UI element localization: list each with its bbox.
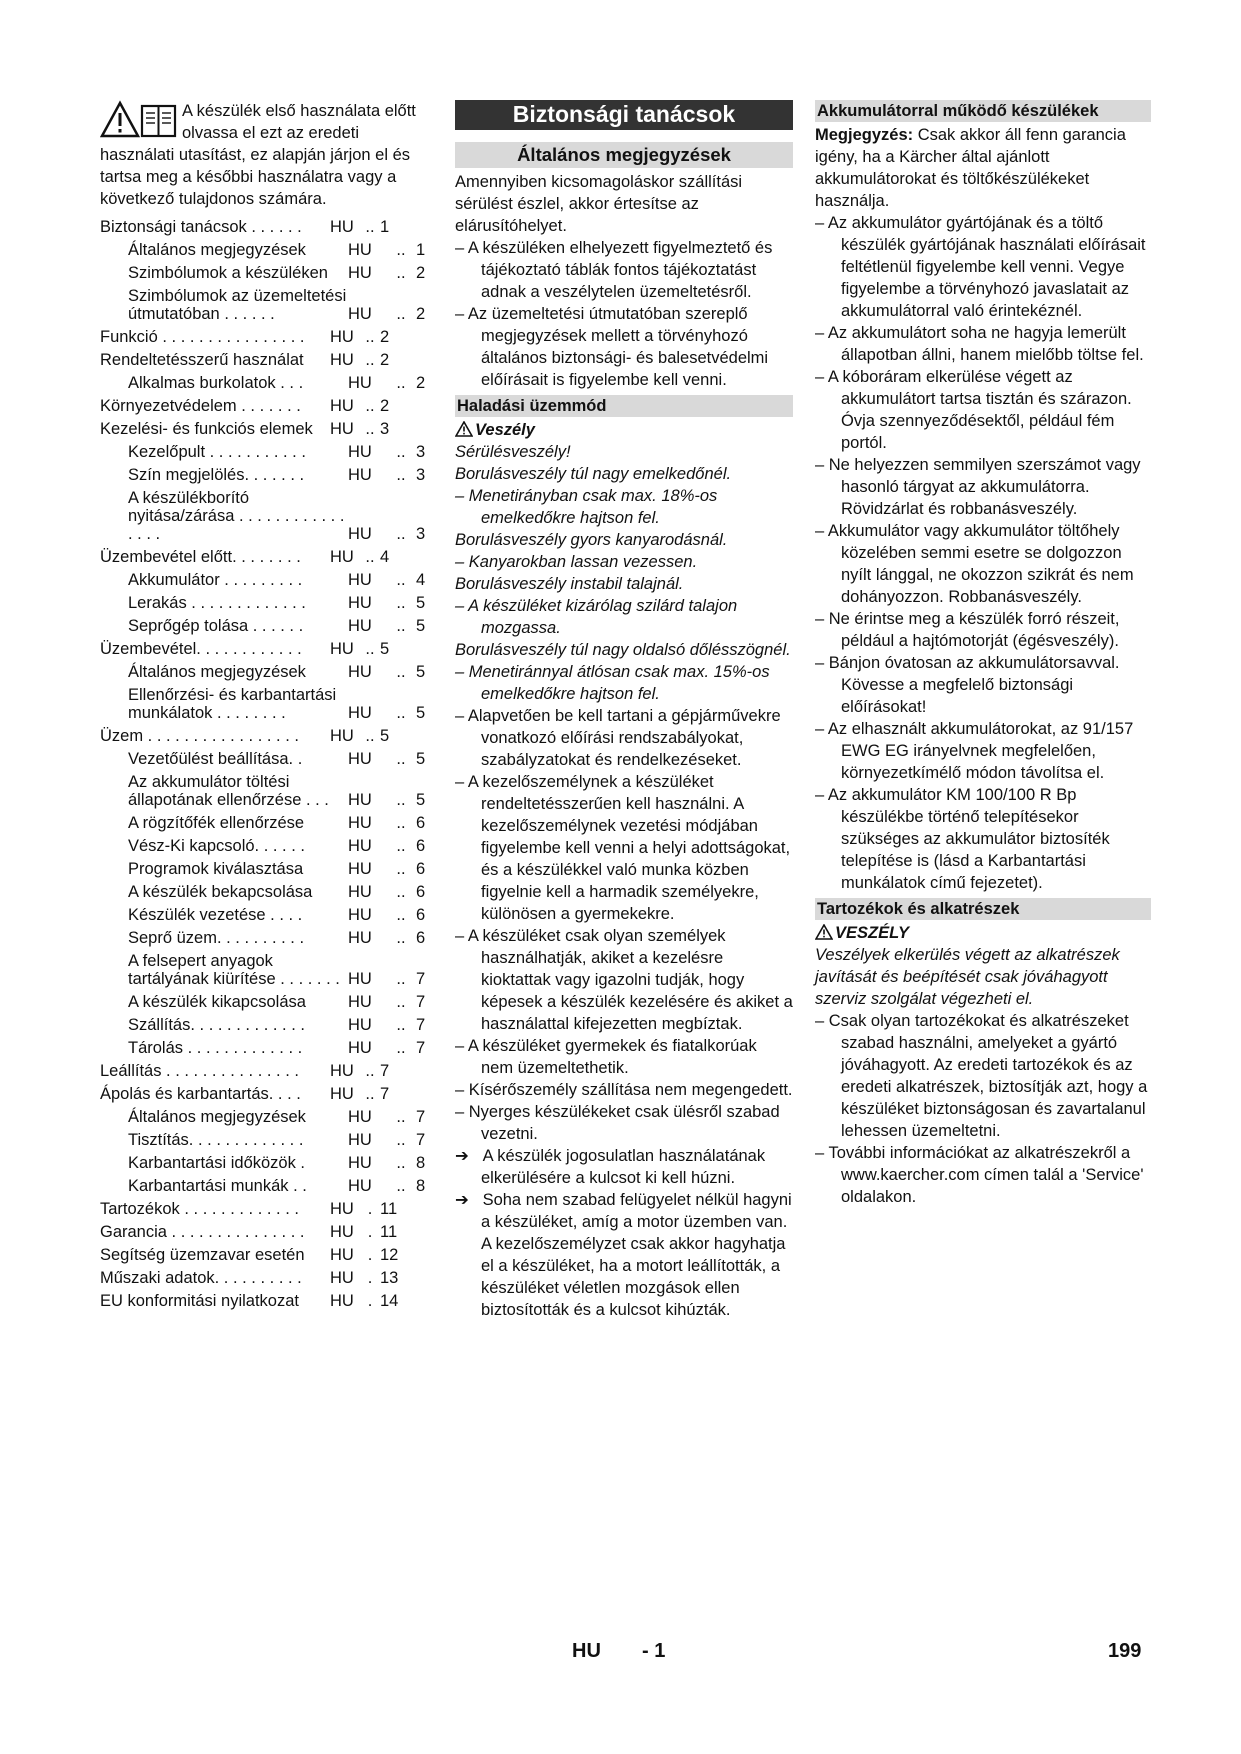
toc-title: Szimbólumok a készüléken <box>128 264 328 282</box>
toc-dots: .. <box>396 704 406 722</box>
toc-dots: .. <box>396 374 406 392</box>
toc-title: Szín megjelölés. . . . . . . <box>128 466 305 484</box>
toc-page: 7 <box>416 1016 426 1034</box>
toc-title: Programok kiválasztása <box>128 860 304 878</box>
list-item: – A kóboráram elkerülése végett az akkumulátort tartsa tisztán és szárazon. Óvja szennyeződésektől, például fém portól. <box>815 368 1132 452</box>
toc-entry <box>100 640 430 658</box>
toc-dots: .. <box>396 466 406 484</box>
arrow-item: ➔ A készülék jogosulatlan használatának elkerülésére a kulcsot ki kell húzni. <box>455 1147 766 1187</box>
toc-page: 6 <box>416 906 426 924</box>
toc-entry <box>100 1062 430 1080</box>
toc-page: 5 <box>416 750 426 768</box>
toc-page: 2 <box>380 397 390 415</box>
toc-entry <box>100 241 430 259</box>
book-icon <box>142 106 175 136</box>
toc-dots: . <box>367 1269 373 1287</box>
toc-lang: HU <box>348 1177 372 1195</box>
toc-lang: HU <box>348 814 372 832</box>
toc-page: 2 <box>380 328 390 346</box>
toc-page: 6 <box>416 929 426 947</box>
toc-dots: .. <box>396 1039 406 1057</box>
toc-page: 4 <box>416 571 426 589</box>
toc-dots: .. <box>396 571 406 589</box>
toc-dots: .. <box>365 351 375 369</box>
toc-page: 5 <box>380 640 390 658</box>
toc-page: 5 <box>416 704 426 722</box>
toc-lang: HU <box>330 548 354 566</box>
toc-lang: HU <box>348 617 372 635</box>
list-item: – Bánjon óvatosan az akkumulátorsavval. Kövesse a megfelelő biztonsági előírásokat! <box>815 654 1120 716</box>
toc-dots: .. <box>365 640 375 658</box>
toc-entry <box>100 906 430 924</box>
toc-entry <box>100 264 430 282</box>
toc-dots: . <box>367 1223 373 1241</box>
toc-page: 5 <box>416 791 426 809</box>
toc-page: 11 <box>380 1200 398 1218</box>
page-number: 199 <box>1108 1640 1142 1662</box>
toc-title: Tartozékok . . . . . . . . . . . . . <box>100 1200 299 1218</box>
warning-text: – Menetirányban csak max. 18%-os emelkedőkre hajtson fel. <box>455 487 718 527</box>
toc-lang: HU <box>330 420 354 438</box>
toc-entry <box>100 814 430 832</box>
toc-title: Akkumulátor . . . . . . . . . <box>128 571 303 589</box>
toc-entry <box>100 328 430 346</box>
toc-lang: HU <box>348 466 372 484</box>
toc-title: Leállítás . . . . . . . . . . . . . . . <box>100 1062 299 1080</box>
intro-text: A készülék első használata előtt olvassa el ezt az eredeti használati utasítást, ez alapján járjon el és tartsa meg a későbbi használatra vagy a következő tulajdonos számára. <box>100 102 416 208</box>
toc-title: Szállítás. . . . . . . . . . . . . <box>128 1016 305 1034</box>
list-item: – Ne érintse meg a készülék forró részeit, például a hajtómotorját (égésveszély). <box>815 610 1120 650</box>
list-item: – A készüléket gyermekek és fiatalkorúak nem üzemeltethetik. <box>455 1037 757 1077</box>
toc-entry <box>100 883 430 901</box>
toc-lang: HU <box>348 1131 372 1149</box>
toc-entry <box>100 351 430 369</box>
toc-dots: .. <box>396 814 406 832</box>
list-item: – Az akkumulátort soha ne hagyja lemerült állapotban állni, hanem mielőbb töltse fel. <box>815 324 1144 364</box>
list-item: – A készüléken elhelyezett figyelmeztető és tájékoztató táblák fontos tájékoztatást adnak a veszélytelen üzemeltetésről. <box>455 239 773 301</box>
toc-page: 7 <box>380 1062 390 1080</box>
toc-entry <box>100 1108 430 1126</box>
toc-lang: HU <box>348 443 372 461</box>
warning-text: Veszélyek elkerülés végett az alkatrészek javítását és beépítését csak jóváhagyott szerviz szolgálat végezheti el. <box>815 946 1120 1008</box>
toc-lang: HU <box>348 525 372 543</box>
toc-entry <box>100 594 430 612</box>
toc-page: 6 <box>416 860 426 878</box>
toc-entry <box>100 727 430 745</box>
toc-dots: .. <box>365 1062 375 1080</box>
toc-dots: .. <box>396 594 406 612</box>
toc-dots: .. <box>365 420 375 438</box>
list-item: – Kísérőszemély szállítása nem megengedett. <box>455 1081 793 1099</box>
toc-lang: HU <box>330 1062 354 1080</box>
toc-page: 7 <box>416 1108 426 1126</box>
warning-text: Borulásveszély gyors kanyarodásnál. <box>455 531 728 549</box>
safety-column <box>455 100 793 1321</box>
toc-title: Üzem . . . . . . . . . . . . . . . . . <box>100 727 299 745</box>
toc-entry <box>100 1039 430 1057</box>
toc-title: Környezetvédelem . . . . . . . <box>100 397 301 415</box>
toc-lang: HU <box>348 860 372 878</box>
list-item: – További információkat az alkatrészekről a www.kaercher.com címen talál a 'Service' oldalakon. <box>815 1144 1144 1206</box>
toc-lang: HU <box>330 1223 354 1241</box>
toc-title: Műszaki adatok. . . . . . . . . . <box>100 1269 302 1287</box>
toc-dots: .. <box>396 993 406 1011</box>
toc-title: A készülék bekapcsolása <box>128 883 313 901</box>
section-heading: Tartozékok és alkatrészek <box>815 898 1151 920</box>
toc-lang: HU <box>348 594 372 612</box>
toc-title: Ápolás és karbantartás. . . . <box>100 1085 301 1103</box>
toc-page: 3 <box>380 420 390 438</box>
toc-title: Általános megjegyzések <box>128 663 306 681</box>
toc-lang: HU <box>348 791 372 809</box>
toc-lang: HU <box>348 750 372 768</box>
list-item: – Ne helyezzen semmilyen szerszámot vagy hasonló tárgyat az akkumulátorra. Rövidzárlat és robbanásveszély. <box>815 456 1141 518</box>
toc-title: Garancia . . . . . . . . . . . . . . . <box>100 1223 305 1241</box>
toc-dots: .. <box>365 727 375 745</box>
toc-dots: .. <box>365 548 375 566</box>
toc-page: 2 <box>416 264 426 282</box>
toc-lang: HU <box>330 1246 354 1264</box>
toc-dots: .. <box>396 264 406 282</box>
toc-page: 1 <box>416 241 426 259</box>
toc-entry <box>100 617 430 635</box>
list-item: – Csak olyan tartozékokat és alkatrészeket szabad használni, amelyeket a gyártó jóváhagyott. Az eredeti tartozékok és az eredeti alkatrészek, biztosítják azt, hogy a készüléket biztonságosan és zavartalanul lehessen üzemeltetni. <box>815 1012 1148 1140</box>
toc-dots: .. <box>396 617 406 635</box>
toc-title: Karbantartási munkák . . <box>128 1177 307 1195</box>
toc-dots: .. <box>396 929 406 947</box>
toc-title: Ellenőrzési- és karbantartási munkálatok . . . . . . . . <box>128 686 337 722</box>
toc-entry <box>100 1154 430 1172</box>
arrow-item: ➔ Soha nem szabad felügyelet nélkül hagyni a készüléket, amíg a motor üzemben van. A kezelőszemélyzet csak akkor hagyhatja el a készüléket, ha a motort leállították, a készüléket véletlen mozgások ellen biztosították és a kulcsot kihúzták. <box>455 1191 792 1319</box>
toc-page: 8 <box>416 1177 426 1195</box>
toc-page: 7 <box>380 1085 390 1103</box>
warning-text: – Menetiránnyal átlósan csak max. 15%-os emelkedőkre hajtson fel. <box>455 663 770 703</box>
toc-entry <box>100 489 430 543</box>
toc-lang: HU <box>330 218 354 236</box>
toc-entry <box>100 420 430 438</box>
toc-dots: .. <box>396 663 406 681</box>
list-item: – Akkumulátor vagy akkumulátor töltőhely közelében semmi esetre se dolgozzon nyílt lánggal, ne okozzon szikrát és nem dohányozzon. Robbanásveszély. <box>815 522 1134 606</box>
toc-lang: HU <box>348 993 372 1011</box>
toc-lang: HU <box>348 1154 372 1172</box>
list-item: – Az akkumulátor KM 100/100 R Bp készülékbe történő telepítésekor szükséges az akkumulátor biztosíték telepítése is (lásd a Karbantartási munkálatok című fejezetet). <box>815 786 1110 892</box>
toc-page: 3 <box>416 466 426 484</box>
toc-page: 6 <box>416 814 426 832</box>
toc-page: 7 <box>416 1039 426 1057</box>
toc-dots: .. <box>396 305 406 323</box>
toc-entry <box>100 1269 430 1287</box>
list-item: – Az elhasznált akkumulátorokat, az 91/157 EWG EG irányelvnek megfelelően, környezetkímélő módon távolítsa el. <box>815 720 1134 782</box>
toc-title: Segítség üzemzavar esetén <box>100 1246 305 1264</box>
table-of-contents <box>100 218 430 1310</box>
toc-title: Tisztítás. . . . . . . . . . . . . <box>128 1131 304 1149</box>
danger-label: VESZÉLY <box>815 922 1151 944</box>
toc-entry <box>100 993 430 1011</box>
toc-lang: HU <box>348 663 372 681</box>
toc-entry <box>100 1085 430 1103</box>
toc-entry <box>100 1016 430 1034</box>
list-item: – A kezelőszemélynek a készüléket rendeltetésszerűen kell használni. A kezelőszemélynek vezetési módjában figyelembe kell venni a helyi adottságokat, és a készülékkel való munka közben figyelnie kell a harmadik személyekre, különösen a gyermekekre. <box>455 773 791 923</box>
toc-page: 8 <box>416 1154 426 1172</box>
toc-lang: HU <box>330 328 354 346</box>
toc-lang: HU <box>330 727 354 745</box>
toc-page: 14 <box>380 1292 399 1310</box>
list-item: – Az akkumulátor gyártójának és a töltő készülék gyártójának használati előírásait feltétlenül figyelembe kell venni. Vegye figyelembe a törvényhozó javaslatait az akkumulátorral való érintekéznél. <box>815 214 1146 320</box>
toc-entry <box>100 571 430 589</box>
toc-page: 3 <box>416 525 426 543</box>
toc-lang: HU <box>348 264 372 282</box>
toc-dots: .. <box>396 750 406 768</box>
toc-lang: HU <box>348 305 372 323</box>
toc-page: 2 <box>380 351 390 369</box>
toc-lang: HU <box>348 929 372 947</box>
toc-dots: .. <box>365 397 375 415</box>
toc-title: Lerakás . . . . . . . . . . . . . <box>128 594 306 612</box>
toc-page: 1 <box>380 218 390 236</box>
toc-lang: HU <box>348 571 372 589</box>
toc-dots: .. <box>365 328 375 346</box>
warning-text: – A készüléket kizárólag szilárd talajon mozgassa. <box>455 597 738 637</box>
toc-title: Szimbólumok az üzemeltetési útmutatóban . . . . . . <box>128 287 347 323</box>
toc-dots: . <box>367 1246 373 1264</box>
toc-lang: HU <box>348 1016 372 1034</box>
toc-page: 2 <box>416 305 426 323</box>
toc-page: 5 <box>380 727 390 745</box>
toc-page: 7 <box>416 970 426 988</box>
toc-entry <box>100 773 430 809</box>
danger-label: Veszély <box>455 419 793 441</box>
section-heading: Akkumulátorral működő készülékek <box>815 100 1151 122</box>
toc-entry <box>100 397 430 415</box>
note-paragraph: Megjegyzés: Csak akkor áll fenn garancia igény, ha a Kärcher által ajánlott akkumulátorokat és töltőkészülékeket használja. <box>815 126 1126 210</box>
toc-title: Vezetőülést beállítása. . <box>128 750 303 768</box>
toc-dots: . <box>367 1200 373 1218</box>
toc-dots: .. <box>396 970 406 988</box>
toc-title: Üzembevétel. . . . . . . . . . . . <box>100 640 302 658</box>
toc-lang: HU <box>348 704 372 722</box>
toc-dots: .. <box>396 860 406 878</box>
toc-title: Alkalmas burkolatok . . . <box>128 374 304 392</box>
toc-entry <box>100 1246 430 1264</box>
toc-dots: . <box>367 1292 373 1310</box>
toc-dots: .. <box>396 1016 406 1034</box>
toc-dots: .. <box>396 791 406 809</box>
toc-dots: .. <box>396 883 406 901</box>
toc-lang: HU <box>348 883 372 901</box>
warning-text: Borulásveszély túl nagy emelkedőnél. <box>455 465 732 483</box>
footer-language: HU <box>572 1640 601 1662</box>
toc-dots: .. <box>365 218 375 236</box>
toc-lang: HU <box>348 1039 372 1057</box>
toc-dots: .. <box>396 1154 406 1172</box>
warning-text: Borulásveszély túl nagy oldalsó dőlésszögnél. <box>455 641 791 659</box>
toc-lang: HU <box>330 351 354 369</box>
warning-triangle-icon <box>815 924 833 940</box>
toc-entry <box>100 860 430 878</box>
toc-page: 7 <box>416 993 426 1011</box>
list-item: – A készüléket csak olyan személyek használhatják, akiket a kezelésre kioktattak vagy igazolni tudják, hogy képesek a készülék kezelésére és akiket a használattal kifejezetten megbíztak. <box>455 927 793 1033</box>
list-item: – Alapvetően be kell tartani a gépjárművekre vonatkozó előírási rendszabályokat, szabályzatokat és rendelkezéseket. <box>455 707 781 769</box>
toc-dots: .. <box>396 837 406 855</box>
toc-dots: .. <box>396 1131 406 1149</box>
warning-triangle-icon <box>100 100 178 140</box>
toc-entry <box>100 750 430 768</box>
toc-page: 13 <box>380 1269 399 1287</box>
toc-lang: HU <box>330 1292 354 1310</box>
toc-title: Kezelőpult . . . . . . . . . . . <box>128 443 306 461</box>
arrow-icon: ➔ <box>455 1147 483 1165</box>
toc-lang: HU <box>330 1269 354 1287</box>
toc-entry <box>100 466 430 484</box>
toc-lang: HU <box>348 906 372 924</box>
toc-page: 7 <box>416 1131 426 1149</box>
toc-entry <box>100 837 430 855</box>
toc-dots: .. <box>396 443 406 461</box>
toc-dots: .. <box>365 1085 375 1103</box>
arrow-icon: ➔ <box>455 1191 483 1209</box>
toc-page: 5 <box>416 663 426 681</box>
toc-lang: HU <box>348 241 372 259</box>
toc-page: 2 <box>416 374 426 392</box>
toc-title: Rendeltetésszerű használat <box>100 351 304 369</box>
toc-title: Üzembevétel előtt. . . . . . . . <box>100 548 301 566</box>
warning-text: – Kanyarokban lassan vezessen. <box>455 553 698 571</box>
toc-dots: .. <box>396 906 406 924</box>
intro-icons <box>100 100 178 140</box>
toc-title: Karbantartási időközök . <box>128 1154 306 1172</box>
toc-title: A készülék kikapcsolása <box>128 993 306 1011</box>
toc-entry <box>100 1131 430 1149</box>
warning-text: Borulásveszély instabil talajnál. <box>455 575 684 593</box>
toc-entry <box>100 663 430 681</box>
toc-page: 5 <box>416 594 426 612</box>
toc-entry <box>100 443 430 461</box>
toc-entry <box>100 929 430 947</box>
toc-entry <box>100 218 430 236</box>
toc-title: Az akkumulátor töltési állapotának ellenőrzése . . . <box>128 773 329 809</box>
toc-entry <box>100 1223 430 1241</box>
toc-page: 5 <box>416 617 426 635</box>
battery-column <box>815 100 1151 1208</box>
toc-entry <box>100 952 430 988</box>
toc-lang: HU <box>348 374 372 392</box>
toc-title: Vész-Ki kapcsoló. . . . . . <box>128 837 305 855</box>
warning-text: Sérülésveszély! <box>455 443 571 461</box>
toc-lang: HU <box>330 397 354 415</box>
toc-dots: .. <box>396 1177 406 1195</box>
toc-lang: HU <box>348 1108 372 1126</box>
toc-title: Kezelési- és funkciós elemek <box>100 420 313 438</box>
toc-entry <box>100 287 430 323</box>
toc-lang: HU <box>330 1085 354 1103</box>
toc-entry <box>100 1292 430 1310</box>
toc-lang: HU <box>330 640 354 658</box>
toc-page: 12 <box>380 1246 399 1264</box>
section-heading: Haladási üzemmód <box>455 395 793 417</box>
toc-title: A rögzítőfék ellenőrzése <box>128 814 305 832</box>
toc-title: Általános megjegyzések <box>128 1108 306 1126</box>
toc-lang: HU <box>348 837 372 855</box>
toc-dots: .. <box>396 1108 406 1126</box>
intro-note <box>100 100 430 210</box>
toc-page: 6 <box>416 837 426 855</box>
toc-title: EU konformitási nyilatkozat <box>100 1292 299 1310</box>
toc-title: Tárolás . . . . . . . . . . . . . <box>128 1039 303 1057</box>
toc-lang: HU <box>348 970 372 988</box>
toc-dots: .. <box>396 241 406 259</box>
toc-title: Készülék vezetése . . . . <box>128 906 303 924</box>
toc-page: 3 <box>416 443 426 461</box>
subsection-title: Általános megjegyzések <box>455 142 793 168</box>
toc-page: 11 <box>380 1223 398 1241</box>
toc-dots: .. <box>396 525 406 543</box>
toc-entry <box>100 686 430 722</box>
toc-entry <box>100 374 430 392</box>
footer-section-number: - 1 <box>642 1640 666 1662</box>
toc-title: A felsepert anyagok tartályának kiürítése . . . . . . . <box>128 952 340 988</box>
section-title: Biztonsági tanácsok <box>455 100 793 130</box>
toc-title: A készülékborító nyitása/zárása . . . . . . . . . . . . . . . . <box>128 489 345 543</box>
toc-page: 6 <box>416 883 426 901</box>
toc-entry <box>100 548 430 566</box>
paragraph: Amennyiben kicsomagoláskor szállítási sérülést észlel, akkor értesítse az elárusítóhelyet. <box>455 173 743 235</box>
toc-title: Seprőgép tolása . . . . . . <box>128 617 304 635</box>
toc-title: Funkció . . . . . . . . . . . . . . . . <box>100 328 305 346</box>
list-item: – Az üzemeltetési útmutatóban szereplő megjegyzések mellett a törvényhozó általános biztonsági- és balesetvédelmi előírásait is figyelembe kell venni. <box>455 305 769 389</box>
list-item: – Nyerges készülékeket csak ülésről szabad vezetni. <box>455 1103 780 1143</box>
toc-title: Általános megjegyzések <box>128 241 306 259</box>
toc-title: Seprő üzem. . . . . . . . . . <box>128 929 305 947</box>
toc-title: Biztonsági tanácsok . . . . . . <box>100 218 302 236</box>
toc-entry <box>100 1200 430 1218</box>
toc-entry <box>100 1177 430 1195</box>
toc-page: 4 <box>380 548 390 566</box>
toc-lang: HU <box>330 1200 354 1218</box>
toc-column <box>100 100 430 1315</box>
warning-triangle-icon <box>455 421 473 437</box>
